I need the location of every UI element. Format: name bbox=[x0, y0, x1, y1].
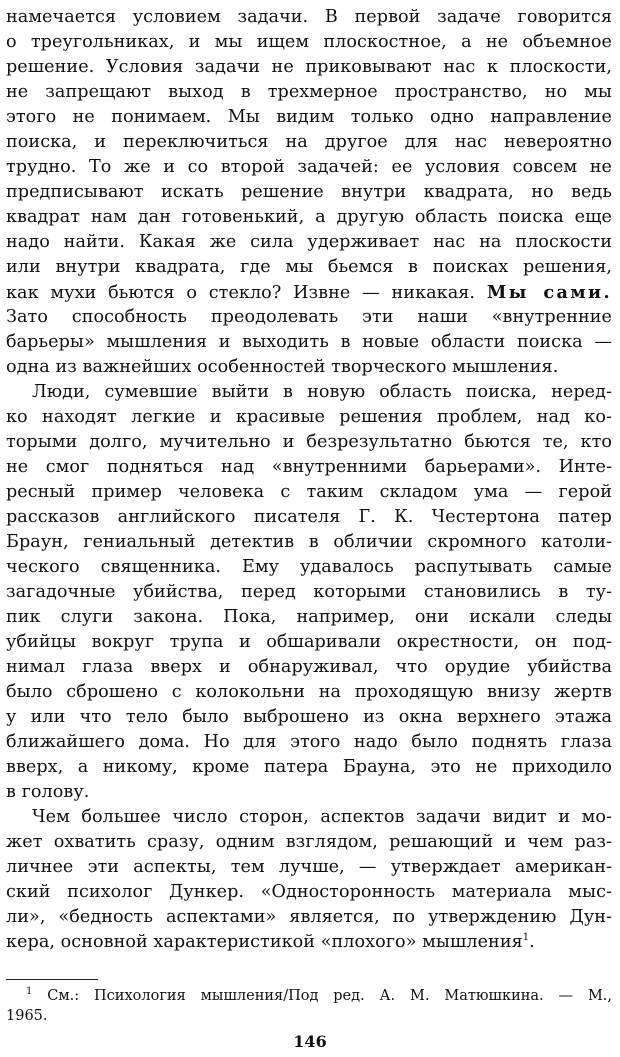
text-line: Браун, гениальный детектив в обличии скромного католи- bbox=[6, 532, 612, 552]
text-line: надо найти. Какая же сила удерживает нас на плоскости bbox=[6, 232, 612, 252]
text-line: загадочные убийства, перед которыми становились в ту- bbox=[6, 582, 612, 602]
text-line: Чем большее число сторон, аспектов задачи видит и мо- bbox=[32, 807, 612, 827]
text-line: в голову. bbox=[6, 782, 90, 802]
text-line: убийцы вокруг трупа и обшаривали окрестности, он под- bbox=[6, 632, 612, 652]
text-line: Люди, сумевшие выйти в новую область поиска, неред- bbox=[32, 382, 612, 402]
footnote-marker: 1 bbox=[26, 986, 33, 998]
text-line: жет охватить сразу, одним взглядом, решающий и чем раз- bbox=[6, 832, 612, 852]
text-line: одна из важнейших особенностей творческого мышления. bbox=[6, 357, 559, 377]
text-line: трудно. То же и со второй задачей: ее условия совсем не bbox=[6, 157, 612, 177]
text-line: ближайшего дома. Но для этого надо было поднять глаза bbox=[6, 732, 612, 752]
text-line: не запрещают выход в трехмерное пространство, но мы bbox=[6, 82, 612, 102]
text-line: о треугольниках, и мы ищем плоскостное, а не объемное bbox=[6, 32, 612, 52]
footnote-reference: 1 bbox=[522, 932, 530, 944]
footnote-line: 1965. bbox=[6, 1008, 48, 1024]
text-line: нимал глаза вверх и обнаруживал, что орудие убийства bbox=[6, 657, 612, 677]
footnote-line bbox=[26, 986, 612, 1006]
text-line: ский психолог Дункер. «Односторонность материала мыс- bbox=[6, 882, 612, 902]
text-line: квадрат нам дан готовенький, а другую область поиска еще bbox=[6, 207, 612, 227]
text-line-part: кера, основной характеристикой «плохого» мышления bbox=[6, 932, 523, 952]
text-line: торыми долго, мучительно и безрезультатно бьются те, кто bbox=[6, 432, 612, 452]
text-line: у или что тело было выброшено из окна верхнего этажа bbox=[6, 707, 612, 727]
text-line: решение. Условия задачи не приковывают нас к плоскости, bbox=[6, 57, 612, 77]
text-line: было сброшено с колокольни на проходящую внизу жертв bbox=[6, 682, 612, 702]
text-line: вверх, а никому, кроме патера Брауна, это не приходило bbox=[6, 757, 612, 777]
text-line: рассказов английского писателя Г. К. Честертона патер bbox=[6, 507, 612, 527]
text-line-with-emphasis bbox=[6, 280, 612, 306]
footnote-divider bbox=[6, 979, 98, 980]
emphasis-text: Мы сами. bbox=[486, 282, 612, 303]
text-line: предписывают искать решение внутри квадрата, но ведь bbox=[6, 182, 612, 202]
text-line: ко находят легкие и красивые решения проблем, над ко- bbox=[6, 407, 612, 427]
text-line: поиска, и переключиться на другое для нас невероятно bbox=[6, 132, 612, 152]
text-line: Зато способность преодолевать эти наши «внутренние bbox=[6, 307, 612, 327]
text-line: барьеры» мышления и выходить в новые области поиска — bbox=[6, 332, 612, 352]
text-line: пик слуги закона. Пока, например, они искали следы bbox=[6, 607, 612, 627]
text-line-with-footnote-ref: кера, основной характеристикой «плохого» мышления$^1$. bbox=[6, 932, 535, 952]
text-line: намечается условием задачи. В первой задаче говорится bbox=[6, 7, 612, 27]
page-number: 146 bbox=[293, 1032, 327, 1051]
text-line: ли», «бедность аспектами» является, по утверждению Дун- bbox=[6, 907, 612, 927]
footnote-text: См.: Психология мышления/Под ред. А. М. Матюшкина. — М., bbox=[47, 988, 613, 1004]
text-line-part: как мухи бьются о стекло? Извне — никакая. bbox=[6, 283, 476, 303]
text-line: этого не понимаем. Мы видим только одно направление bbox=[6, 107, 612, 127]
text-line: ческого священника. Ему удавалось распутывать самые bbox=[6, 557, 612, 577]
text-line: не смог подняться над «внутренними барьерами». Инте- bbox=[6, 457, 612, 477]
text-line: ресный пример человека с таким складом ума — герой bbox=[6, 482, 612, 502]
text-line: личнее эти аспекты, тем лучше, — утверждает американ- bbox=[6, 857, 612, 877]
text-line: или внутри квадрата, где мы бьемся в поисках решения, bbox=[6, 257, 612, 277]
